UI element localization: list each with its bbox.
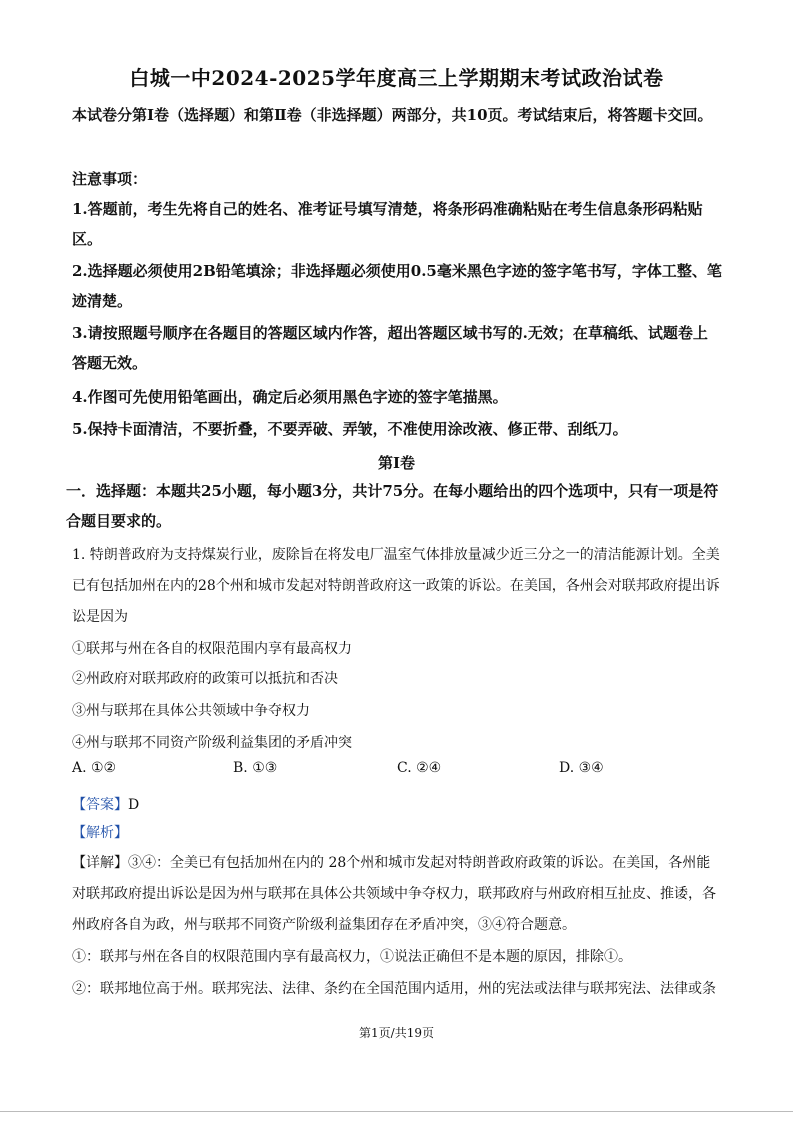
page-title: 白城一中2024-2025学年度高三上学期期末考试政治试卷 — [129, 66, 664, 90]
notice-item-3: 3.请按照题号顺序在各题目的答题区域内作答，超出答题区域书写的.无效；在草稿纸、试题卷上答题无效。 — [72, 324, 708, 372]
page-bottom-divider — [0, 1111, 793, 1112]
question-1-item-1: ①联邦与州在各自的权限范围内享有最高权力 — [72, 641, 352, 657]
notice-item-1: 1.答题前，考生先将自己的姓名、准考证号填写清楚，将条形码准确粘贴在考生信息条形码粘贴区。 — [72, 200, 703, 248]
notice-heading: 注意事项： — [72, 170, 148, 188]
option-d[interactable]: D. ③④ — [559, 760, 604, 776]
analysis-tag: 【解析】 — [72, 825, 128, 841]
question-1-options — [72, 760, 722, 782]
question-1-item-3: ③州与联邦在具体公共领域中争夺权力 — [72, 703, 310, 719]
notice-item-2: 2.选择题必须使用2B铅笔填涂；非选择题必须使用0.5毫米黑色字迹的签字笔书写，字体工整、笔迹清楚。 — [72, 262, 722, 310]
detail-paragraph-2: ①：联邦与州在各自的权限范围内享有最高权力，①说法正确但不是本题的原因，排除①。 — [72, 949, 632, 965]
answer-tag: 【答案】 — [72, 797, 128, 813]
question-1-stem: 1. 特朗普政府为支持煤炭行业，废除旨在将发电厂温室气体排放量减少近三分之一的清洁能源计划。全美已有包括加州在内的28个州和城市发起对特朗普政府这一政策的诉讼。在美国，各州会对联邦政府提出诉讼是因为 — [72, 547, 720, 625]
notice-item-4: 4.作图可先使用铅笔画出，确定后必须用黑色字迹的签字笔描黑。 — [72, 388, 508, 406]
option-a[interactable]: A. ①② — [72, 760, 117, 776]
question-1-item-2: ②州政府对联邦政府的政策可以抵抗和否决 — [72, 671, 338, 687]
analysis-tag-line — [72, 822, 128, 842]
detail-tag: 【详解】 — [72, 855, 128, 871]
part-one-instructions: 一．选择题：本题共25小题，每小题3分，共计75分。在每小题给出的四个选项中，只有一项是符合题目要求的。 — [66, 482, 719, 530]
question-1-item-4: ④州与联邦不同资产阶级利益集团的矛盾冲突 — [72, 735, 352, 751]
notice-item-5: 5.保持卡面清洁，不要折叠，不要弄破、弄皱，不准使用涂改液、修正带、刮纸刀。 — [72, 420, 628, 438]
detail-paragraph-1 — [72, 848, 724, 941]
intro-paragraph: 本试卷分第Ⅰ卷（选择题）和第Ⅱ卷（非选择题）两部分，共10页。考试结束后，将答题卡交回。 — [72, 106, 713, 124]
page-footer: 第1页/共19页 — [359, 1026, 434, 1040]
answer-value: D — [128, 797, 140, 813]
section-heading: 第Ⅰ卷 — [377, 454, 416, 472]
detail-text-1: ③④：全美已有包括加州在内的 28个州和城市发起对特朗普政府政策的诉讼。在美国，各州能对联邦政府提出诉讼是因为州与联邦在具体公共领域中争夺权力，联邦政府与州政府相互扯皮、推诿，各州政府各自为政，州与联邦不同资产阶级利益集团存在矛盾冲突，③④符合题意。 — [72, 855, 716, 933]
option-c[interactable]: C. ②④ — [397, 760, 442, 776]
answer-line — [72, 794, 139, 814]
detail-paragraph-3: ②：联邦地位高于州。联邦宪法、法律、条约在全国范围内适用，州的宪法或法律与联邦宪法、法律或条 — [72, 981, 716, 997]
option-b[interactable]: B. ①③ — [233, 760, 278, 776]
